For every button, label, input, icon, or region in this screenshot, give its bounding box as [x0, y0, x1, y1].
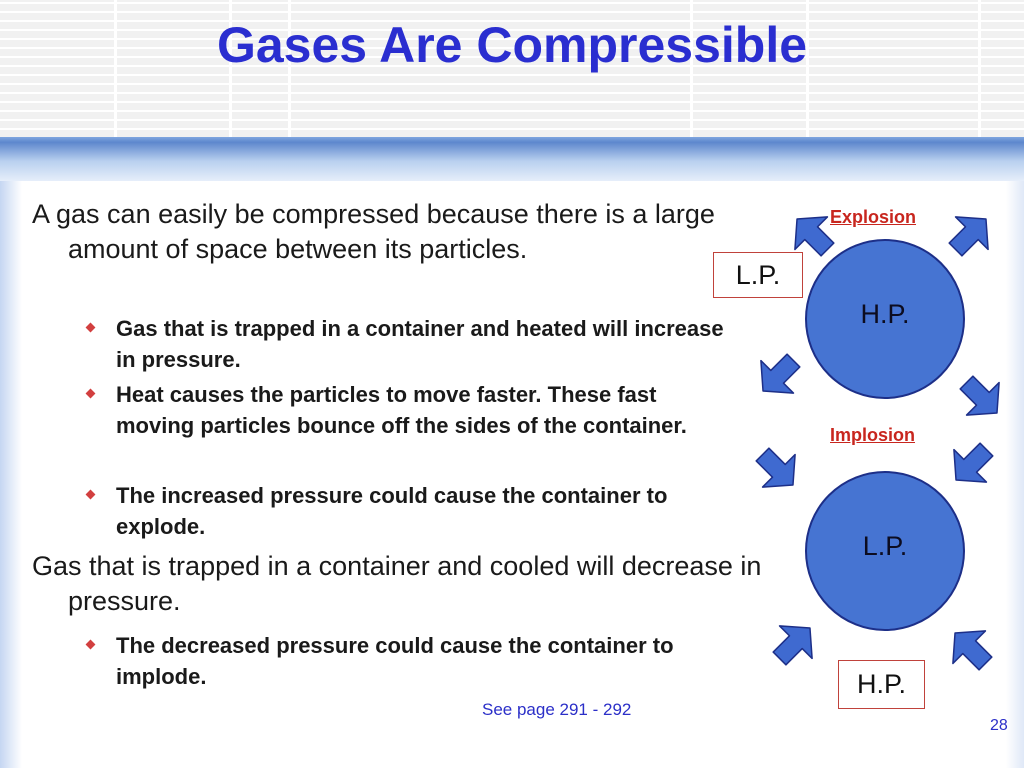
- slide-title: Gases Are Compressible: [216, 17, 808, 73]
- implosion-pressure-box: H.P.: [838, 660, 925, 709]
- sub-bullet-2-text: Heat causes the particles to move faster. These fast moving particles bounce off the sides of the container.: [116, 382, 687, 438]
- arrow-outward-icon: [950, 366, 1013, 429]
- arrow-outward-icon: [747, 344, 810, 407]
- implosion-label: Implosion: [830, 425, 915, 445]
- arrow-inward-icon: [746, 438, 809, 501]
- explosion-circle: [805, 239, 965, 399]
- sub-bullet-3-text: The increased pressure could cause the container to explode.: [116, 483, 668, 539]
- arrow-outward-icon: [939, 203, 1002, 266]
- arrow-inward-icon: [763, 612, 826, 675]
- bullet-point-1: A gas can easily be compressed because there is a large amount of space between its particles.: [32, 199, 715, 264]
- sub-bullet-4-text: The decreased pressure could cause the container to implode.: [116, 633, 674, 689]
- arrow-inward-icon: [940, 433, 1003, 496]
- slide-number: 28: [990, 717, 1008, 734]
- implosion-circle: [805, 471, 965, 631]
- implosion-circle-label: L.P.: [862, 531, 908, 561]
- arrow-inward-icon: [939, 617, 1002, 680]
- page-reference: See page 291 - 292: [482, 700, 632, 719]
- explosion-label: Explosion: [830, 207, 917, 227]
- sub-bullet-1-text: Gas that is trapped in a container and heated will increase in pressure.: [116, 316, 724, 372]
- bullet-point-2: Gas that is trapped in a container and cooled will decrease in pressure.: [32, 551, 762, 616]
- explosion-pressure-box: L.P.: [713, 252, 803, 298]
- explosion-circle-label: H.P.: [860, 299, 910, 329]
